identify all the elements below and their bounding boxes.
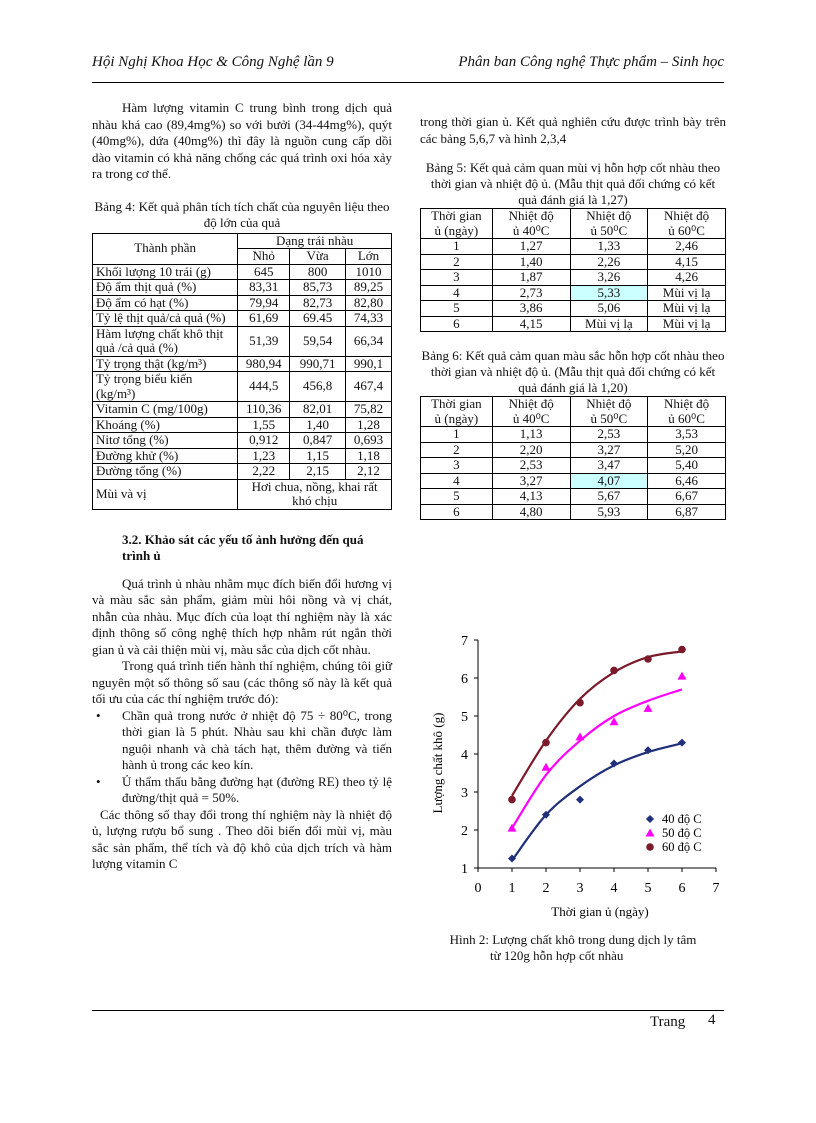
- footer-page-number: 4: [708, 1012, 716, 1028]
- table4-row-name: Đường khử (%): [93, 448, 238, 464]
- table5-cell: 5: [421, 301, 493, 317]
- table5-header-temp: Nhiệt độ ủ 50⁰C: [570, 209, 648, 239]
- table4-row-name: Tỷ trọng biểu kiến (kg/m³): [93, 372, 238, 402]
- table6-cell: 6: [421, 504, 493, 520]
- table4-cell: 69.45: [290, 311, 346, 327]
- table6-cell: 2: [421, 442, 493, 458]
- table5-cell: 5,06: [570, 301, 648, 317]
- table4-cell: 800: [290, 264, 346, 280]
- chart-x-tick-label: 4: [610, 881, 618, 896]
- table-row: [421, 504, 726, 520]
- legend-marker: [646, 829, 655, 837]
- table6-cell: 6,67: [648, 489, 726, 505]
- chart-y-tick-label: 3: [461, 786, 468, 801]
- table-row: [421, 301, 726, 317]
- table6-caption: Bảng 6: Kết quả cảm quan màu sắc hỗn hợp cốt nhàu theo thời gian và nhiệt độ ủ. (Mẫu thịt quả đối chứng có kết quả đánh giá là 1,20): [421, 348, 725, 395]
- table4-row-name: Vitamin C (mg/100g): [93, 402, 238, 418]
- table5-caption: Bảng 5: Kết quả cảm quan mùi vị hỗn hợp cốt nhàu theo thời gian và nhiệt độ ủ. (Mẫu thịt quả đối chứng có kết quả đánh giá là 1,27): [425, 160, 721, 207]
- table-row: [93, 433, 392, 449]
- table4-row-name: Độ ẩm có hạt (%): [93, 295, 238, 311]
- table-row: [421, 473, 726, 489]
- table5-cell: 2,46: [648, 239, 726, 255]
- table5: [420, 208, 726, 332]
- footer-page-label: Trang: [650, 1014, 686, 1030]
- table4-taste-value: Hơi chua, nồng, khai rất khó chịu: [238, 479, 392, 509]
- table-row: [93, 464, 392, 480]
- section-paragraph: Quá trình ủ nhàu nhằm mục đích biến đổi hương vị và màu sắc sản phẩm, giảm mùi hôi nồng và vị chát, nhẫn của nhàu. Mục đích của loạt thí nghiệm này là xác định thông số công nghệ thích hợp nhằm rút ngắn thời gian ủ và cải thiện mùi vị, màu sắc của dịch cốt nhàu.: [92, 575, 392, 657]
- table4-row-name: Hàm lượng chất khô thịt quả /cả quả (%): [93, 326, 238, 356]
- data-point-series-0: [576, 796, 584, 804]
- figure2-chart: [420, 628, 730, 928]
- table-row: [93, 417, 392, 433]
- legend-label: 60 độ C: [662, 840, 702, 854]
- table-row: [93, 295, 392, 311]
- table5-cell: 2,26: [570, 254, 648, 270]
- chart-x-tick-label: 0: [474, 881, 482, 896]
- table4-cell: 74,33: [346, 311, 392, 327]
- table4-cell: 990,71: [290, 356, 346, 372]
- table6-cell: 4,80: [492, 504, 570, 520]
- table4-cell: 990,1: [346, 356, 392, 372]
- left-column: [92, 100, 392, 873]
- table4-cell: 456,8: [290, 372, 346, 402]
- table-row: [421, 489, 726, 505]
- table-row: [421, 254, 726, 270]
- header-right: Phân ban Công nghệ Thực phẩm – Sinh học: [458, 54, 724, 70]
- table-row: [421, 458, 726, 474]
- table5-header-temp: Nhiệt độ ủ 60⁰C: [648, 209, 726, 239]
- table5-cell: 6: [421, 316, 493, 332]
- data-point-series-2: [542, 739, 550, 747]
- table5-cell: 2,73: [492, 285, 570, 301]
- table4-cell: 66,34: [346, 326, 392, 356]
- table5-cell: 4,15: [492, 316, 570, 332]
- table4-cell: 0,847: [290, 433, 346, 449]
- table6-header-time: Thời gian ủ (ngày): [421, 397, 493, 427]
- table4-header-size: Lớn: [346, 249, 392, 265]
- table4-cell: 2,22: [238, 464, 290, 480]
- legend-label: 50 độ C: [662, 826, 702, 840]
- table4-cell: 980,94: [238, 356, 290, 372]
- table4-cell: 1,18: [346, 448, 392, 464]
- chart-y-tick-label: 7: [461, 634, 468, 649]
- table-row: [93, 280, 392, 296]
- data-point-series-1: [542, 763, 551, 771]
- data-point-series-1: [678, 672, 687, 680]
- chart-x-tick-label: 1: [508, 881, 516, 896]
- chart-y-tick-label: 2: [461, 824, 468, 839]
- table4-header-component: Thành phần: [93, 233, 238, 264]
- table-row: [93, 356, 392, 372]
- chart-x-tick-label: 5: [644, 881, 652, 896]
- table6-cell: 3: [421, 458, 493, 474]
- chart-y-label: Lượng chất khô (g): [430, 712, 445, 814]
- bullet-text: Chần quả trong nước ở nhiệt độ 75 ÷ 80⁰C, trong thời gian là 5 phút. Nhàu sau khi chần được làm nguội nhanh và chà tách hạt, thêm đường và tiến hành ủ trong các keo kín.: [122, 707, 392, 772]
- table4-row-name: Tỷ lệ thịt quả/cả quả (%): [93, 311, 238, 327]
- table6-cell: 5,67: [570, 489, 648, 505]
- table4-cell: 2,12: [346, 464, 392, 480]
- table6-cell: 3,27: [492, 473, 570, 489]
- section-heading: 3.2. Khảo sát các yếu tố ảnh hưởng đến quá trình ủ: [122, 531, 364, 563]
- data-point-series-2: [644, 655, 652, 663]
- legend-marker: [646, 843, 654, 851]
- table6-cell: 3,47: [570, 458, 648, 474]
- table-row: [93, 448, 392, 464]
- figure2-caption-1: Hình 2: Lượng chất khô trong dung dịch ly tâm: [449, 932, 697, 947]
- table4-cell: 83,31: [238, 280, 290, 296]
- data-point-series-0: [678, 739, 686, 747]
- data-point-series-2: [508, 796, 516, 804]
- table6: [420, 396, 726, 520]
- table4-cell: 51,39: [238, 326, 290, 356]
- table4-cell: 1,55: [238, 417, 290, 433]
- table5-cell: Mùi vị lạ: [570, 316, 648, 332]
- chart-y-tick-label: 1: [461, 862, 468, 877]
- header-rule: [92, 82, 724, 83]
- table4-row-name: Nitơ tổng (%): [93, 433, 238, 449]
- table4-cell: 467,4: [346, 372, 392, 402]
- table5-cell: 1: [421, 239, 493, 255]
- right-column: [420, 100, 726, 520]
- table6-cell: 2,53: [492, 458, 570, 474]
- table4-cell: 645: [238, 264, 290, 280]
- continued-paragraph: trong thời gian ủ. Kết quả nghiên cứu được trình bày trên các bảng 5,6,7 và hình 2,3,4: [420, 114, 726, 146]
- bullet-item: • Chần quả trong nước ở nhiệt độ 75 ÷ 80⁰C, trong thời gian là 5 phút. Nhàu sau khi chần được làm nguội nhanh và chà tách hạt, thêm đường và tiến hành ủ trong các keo kín.: [96, 707, 392, 772]
- table5-cell: Mùi vị lạ: [648, 285, 726, 301]
- table6-cell: 5,93: [570, 504, 648, 520]
- footer-rule: [92, 1010, 724, 1011]
- table4-row-name: Khoáng (%): [93, 417, 238, 433]
- table-row: [93, 264, 392, 280]
- table6-cell: 4,07: [570, 473, 648, 489]
- table-row: [93, 311, 392, 327]
- table6-cell: 2,53: [570, 427, 648, 443]
- table4-cell: 82,73: [290, 295, 346, 311]
- table4-row-name: Đường tổng (%): [93, 464, 238, 480]
- table5-cell: 1,87: [492, 270, 570, 286]
- table4-cell: 61,69: [238, 311, 290, 327]
- table6-cell: 3,27: [570, 442, 648, 458]
- section-paragraph: Các thông số thay đổi trong thí nghiệm này là nhiệt độ ủ, lượng rượu bổ sung . Theo dõi biến đổi mùi vị, màu sắc sản phẩm, thể tích và độ khô của dịch trích và hàm lượng vitamin C: [92, 806, 392, 871]
- legend-marker: [646, 815, 654, 823]
- header-left: Hội Nghị Khoa Học & Công Nghệ lần 9: [92, 54, 334, 70]
- table4-cell: 0,912: [238, 433, 290, 449]
- chart-y-tick-label: 4: [461, 748, 468, 763]
- trend-line-series-1: [512, 689, 682, 828]
- table6-cell: 5,20: [648, 442, 726, 458]
- table4-header-size: Nhỏ: [238, 249, 290, 265]
- chart-x-tick-label: 2: [542, 881, 550, 896]
- data-point-series-1: [644, 704, 653, 712]
- legend-label: 40 độ C: [662, 812, 702, 826]
- table4-cell: 1010: [346, 264, 392, 280]
- chart-x-tick-label: 6: [678, 881, 686, 896]
- table4-cell: 110,36: [238, 402, 290, 418]
- chart-y-tick-label: 6: [461, 672, 468, 687]
- table-row: [421, 270, 726, 286]
- data-point-series-2: [610, 667, 618, 675]
- table6-cell: 1: [421, 427, 493, 443]
- table4-caption: Bảng 4: Kết quả phân tích tích chất của nguyên liệu theo độ lớn của quả: [94, 198, 390, 230]
- table5-cell: 4,26: [648, 270, 726, 286]
- table5-cell: 1,33: [570, 239, 648, 255]
- table5-header-temp: Nhiệt độ ủ 40⁰C: [492, 209, 570, 239]
- table6-cell: 4,13: [492, 489, 570, 505]
- table6-cell: 2,20: [492, 442, 570, 458]
- chart-x-label: Thời gian ủ (ngày): [551, 904, 649, 919]
- table4: [92, 233, 392, 510]
- table5-header-time: Thời gian ủ (ngày): [421, 209, 493, 239]
- table5-cell: Mùi vị lạ: [648, 316, 726, 332]
- table-row: [93, 402, 392, 418]
- table4-cell: 2,15: [290, 464, 346, 480]
- data-point-series-2: [576, 699, 584, 707]
- table4-cell: 85,73: [290, 280, 346, 296]
- bullet-item: • Ủ thẩm thấu bằng đường hạt (đường RE) theo tỷ lệ đường/thịt quả = 50%.: [96, 773, 392, 805]
- table4-row-name: Khối lượng 10 trái (g): [93, 264, 238, 280]
- table4-cell: 82,80: [346, 295, 392, 311]
- chart-x-tick-label: 7: [712, 881, 720, 896]
- table-row: [421, 427, 726, 443]
- table4-cell: 89,25: [346, 280, 392, 296]
- table4-cell: 1,15: [290, 448, 346, 464]
- table5-cell: 3: [421, 270, 493, 286]
- table-row: [421, 442, 726, 458]
- table4-cell: 1,40: [290, 417, 346, 433]
- table6-cell: 6,46: [648, 473, 726, 489]
- table4-cell: 79,94: [238, 295, 290, 311]
- table5-cell: 4,15: [648, 254, 726, 270]
- table6-cell: 1,13: [492, 427, 570, 443]
- table5-cell: 3,26: [570, 270, 648, 286]
- table4-header-group: Dạng trái nhàu: [238, 233, 392, 249]
- table4-row-name: Tỷ trọng thật (kg/m³): [93, 356, 238, 372]
- table6-cell: 5,40: [648, 458, 726, 474]
- chart-x-tick-label: 3: [576, 881, 584, 896]
- table4-taste-label: Mùi và vị: [93, 479, 238, 509]
- table6-header-temp: Nhiệt độ ủ 40⁰C: [492, 397, 570, 427]
- table6-cell: 6,87: [648, 504, 726, 520]
- table5-cell: 2: [421, 254, 493, 270]
- table5-cell: 1,27: [492, 239, 570, 255]
- table6-header-temp: Nhiệt độ ủ 50⁰C: [570, 397, 648, 427]
- section-paragraph: Trong quá trình tiến hành thí nghiệm, chúng tôi giữ nguyên một số thông số sau (các thông số này là kết quả tối ưu của các thí nghiệm trước đó):: [92, 658, 392, 706]
- table4-cell: 0,693: [346, 433, 392, 449]
- table4-cell: 75,82: [346, 402, 392, 418]
- table6-cell: 5: [421, 489, 493, 505]
- table4-cell: 1,28: [346, 417, 392, 433]
- intro-paragraph: Hàm lượng vitamin C trung bình trong dịch quả nhàu khá cao (89,4mg%) so với bưởi (34-44mg%), quýt (40mg%), dứa (40mg%) thì đây là nguồn cung cấp dồi dào vitamin có khả năng chống các quá trình oxi hóa xảy ra trong cơ thể.: [92, 100, 392, 181]
- table4-cell: 82,01: [290, 402, 346, 418]
- data-point-series-2: [678, 646, 686, 654]
- table6-cell: 3,53: [648, 427, 726, 443]
- table-row: [93, 372, 392, 402]
- figure2-caption-2: từ 120g hỗn hợp cốt nhàu: [490, 948, 624, 963]
- table5-cell: 3,86: [492, 301, 570, 317]
- table-row: [93, 326, 392, 356]
- trend-line-series-0: [512, 743, 682, 860]
- table4-cell: 1,23: [238, 448, 290, 464]
- chart-y-tick-label: 5: [461, 710, 468, 725]
- table6-cell: 4: [421, 473, 493, 489]
- table4-cell: 444,5: [238, 372, 290, 402]
- table4-row-name: Độ ẩm thịt quả (%): [93, 280, 238, 296]
- table-row: [421, 316, 726, 332]
- table5-cell: 5,33: [570, 285, 648, 301]
- table5-cell: Mùi vị lạ: [648, 301, 726, 317]
- table4-header-size: Vừa: [290, 249, 346, 265]
- data-point-series-1: [576, 732, 585, 740]
- table-row: [421, 239, 726, 255]
- table-row: [421, 285, 726, 301]
- table5-cell: 1,40: [492, 254, 570, 270]
- table4-cell: 59,54: [290, 326, 346, 356]
- table5-cell: 4: [421, 285, 493, 301]
- table6-header-temp: Nhiệt độ ủ 60⁰C: [648, 397, 726, 427]
- bullet-text: Ủ thẩm thấu bằng đường hạt (đường RE) theo tỷ lệ đường/thịt quả = 50%.: [122, 773, 392, 805]
